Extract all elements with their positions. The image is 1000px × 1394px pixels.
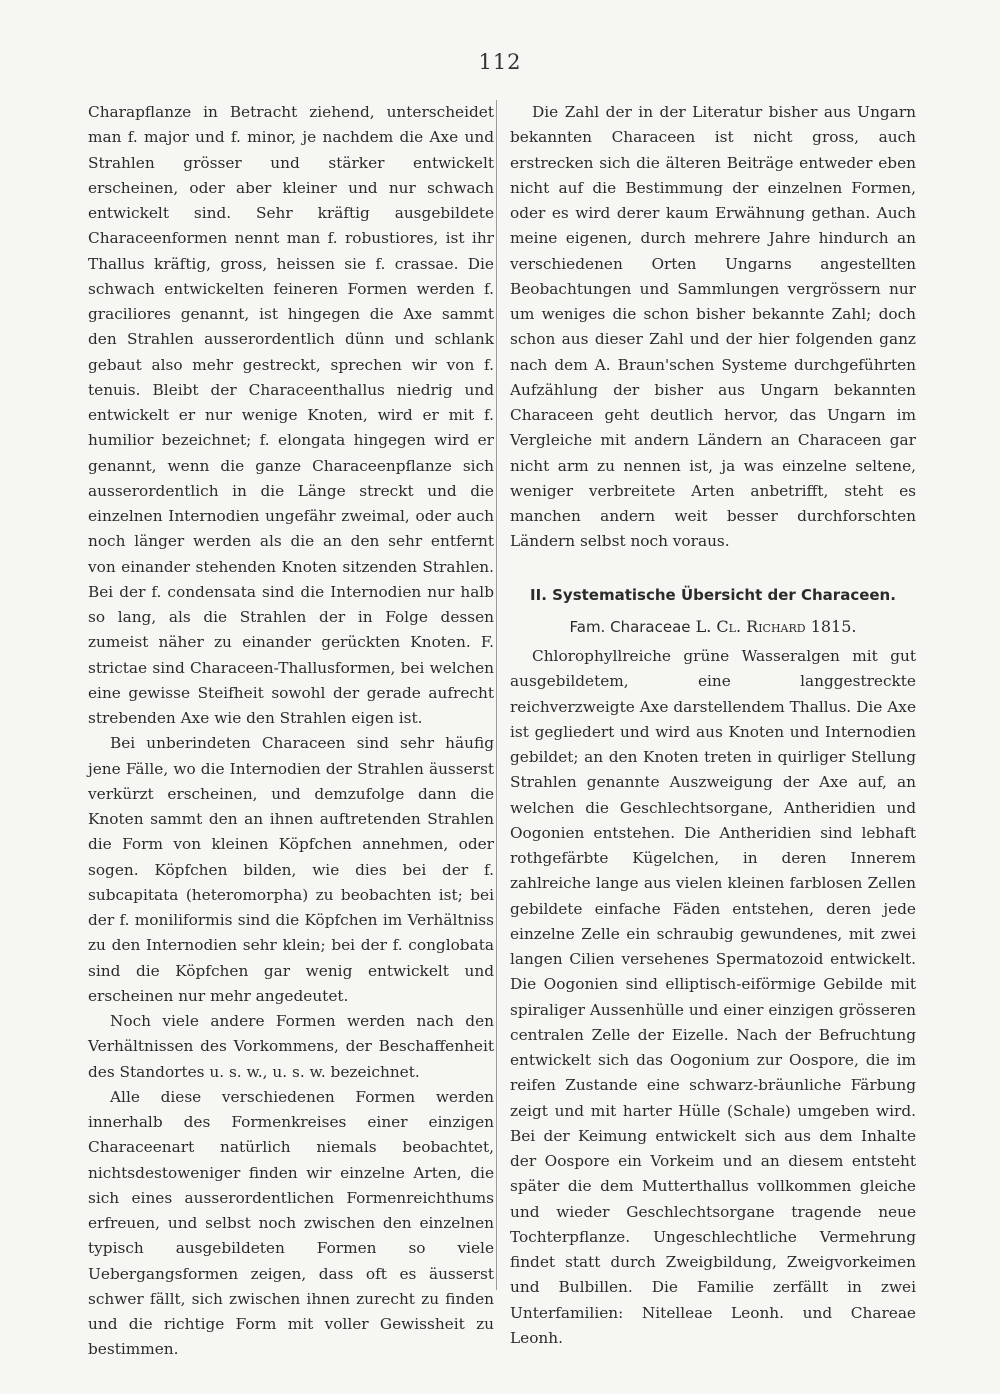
- left-paragraph-1: Charapflanze in Betracht ziehend, unterscheidet man f. major und f. minor, je nachdem die Axe und Strahlen grösser und stärker entwickelt erscheinen, oder aber kleiner und nur schwach entwickelt sind. Sehr kräftig ausgebildete Characeenformen nennt man f. robustiores, ist ihr Thallus kräftig, gross, heissen sie f. crassae. Die schwach entwickelten feineren Formen werden f. graciliores genannt, ist hingegen die Axe sammt den Strahlen ausserordentlich dünn und schlank gebaut also mehr gestreckt, sprechen wir von f. tenuis. Bleibt der Characeenthallus niedrig und entwickelt er nur wenige Knoten, wird er mit f. humilior bezeichnet; f. elongata hingegen wird er genannt, wenn die ganze Characeenpflanze sich ausserordentlich in die Länge streckt und die einzelnen Internodien ungefähr zweimal, oder auch noch länger werden als die an den sehr entfernt von einander stehenden Knoten sitzenden Strahlen. Bei der f. condensata sind die Internodien nur halb so lang, als die Strahlen der in Folge dessen zumeist näher zu einander gerückten Knoten. F. strictae sind Characeen-Thallusformen, bei welchen eine gewisse Steifheit sowohl der gerade aufrecht strebenden Axe wie den Strahlen eigen ist.: [88, 103, 494, 727]
- left-paragraph-3: Noch viele andere Formen werden nach den Verhältnissen des Vorkommens, der Beschaffenheit des Standortes u. s. w., u. s. w. bezeichnet.: [88, 1012, 494, 1081]
- family-author: L. Cl. Richard: [695, 616, 806, 636]
- page-number: 112: [478, 50, 522, 74]
- right-description-paragraph: Chlorophyllreiche grüne Wasseralgen mit gut ausgebildetem, eine langgestreckte reichverzweigte Axe darstellendem Thallus. Die Axe ist gegliedert und wird aus Knoten und Internodien gebildet; an den Knoten treten in quirliger Stellung Strahlen genannte Auszweigung der Axe auf, an welchen die Geschlechtsorgane, Antheridien und Oogonien entstehen. Die Antheridien sind lebhaft rothgefärbte Kügelchen, in deren Innerem zahlreiche lange aus vielen kleinen farblosen Zellen gebildete einfache Fäden entstehen, deren jede einzelne Zelle ein schraubig gewundenes, mit zwei langen Cilien versehenes Spermatozoid entwickelt. Die Oogonien sind elliptisch-eiförmige Gebilde mit spiraliger Aussenhülle und einer einzigen grösseren centralen Zelle der Eizelle. Nach der Befruchtung entwickelt sich das Oogonium zur Oospore, die im reifen Zustande eine schwarz-bräunliche Färbung zeigt und mit harter Hülle (Schale) umgeben wird. Bei der Keimung entwickelt sich aus dem Inhalte der Oospore ein Vorkeim und an diesem entsteht später die dem Mutterthallus vollkommen gleiche und wieder Geschlechtsorgane tragende neue Tochterpflanze. Ungeschlechtliche Vermehrung findet statt durch Zweigbildung, Zweigvorkeimen und Bulbillen. Die Familie zerfällt in zwei Unterfamilien: Nitelleae Leonh. und Chareae Leonh.: [510, 647, 916, 1347]
- family-heading: [510, 614, 916, 640]
- left-paragraph-4: Alle diese verschiedenen Formen werden innerhalb des Formenkreises einer einzigen Characeenart natürlich niemals beobachtet, nichtsdestoweniger finden wir einzelne Arten, die sich eines ausserordentlichen Formenreichthums erfreuen, und selbst noch zwischen den einzelnen typisch ausgebildeten Formen so viele Uebergangsformen zeigen, dass oft es äusserst schwer fällt, sich zwischen ihnen zurecht zu finden und die richtige Form mit voller Gewissheit zu bestimmen.: [88, 1087, 494, 1359]
- family-year: 1815.: [810, 616, 857, 636]
- right-text-column: [510, 100, 916, 1351]
- family-name: Fam. Characeae: [569, 617, 691, 636]
- column-divider: [496, 100, 497, 1290]
- section-heading: II. Systematische Übersicht der Characeen.: [530, 585, 896, 604]
- right-intro-paragraph: Die Zahl der in der Literatur bisher aus Ungarn bekannten Characeen ist nicht gross, auch erstrecken sich die älteren Beiträge entweder eben nicht auf die Bestimmung der einzelnen Formen, oder es wird derer kaum Erwähnung gethan. Auch meine eigenen, durch mehrere Jahre hindurch an verschiedenen Orten Ungarns angestellten Beobachtungen und Sammlungen vergrössern nur um weniges die schon bisher bekannte Zahl; doch schon aus dieser Zahl und der hier folgenden ganz nach dem A. Braun'schen Systeme durchgeführten Aufzählung der bisher aus Ungarn bekannten Characeen geht deutlich hervor, das Ungarn im Vergleiche mit andern Ländern an Characeen gar nicht arm zu nennen ist, ja was einzelne seltene, weniger verbreitete Arten anbetrifft, steht es manchen andern weit besser durchforschten Ländern selbst noch voraus.: [510, 103, 916, 551]
- left-paragraph-2: Bei unberindeten Characeen sind sehr häufig jene Fälle, wo die Internodien der Strahlen äusserst verkürzt erscheinen, und demzufolge dann die Knoten sammt den an ihnen auftretenden Strahlen die Form von kleinen Köpfchen annehmen, oder sogen. Köpfchen bilden, wie dies bei der f. subcapitata (heteromorpha) zu beobachten ist; bei der f. moniliformis sind die Köpfchen im Verhältniss zu den Internodien sehr klein; bei der f. conglobata sind die Köpfchen gar wenig entwickelt und erscheinen nur mehr angedeutet.: [88, 734, 494, 1005]
- left-text-column: [88, 100, 494, 1363]
